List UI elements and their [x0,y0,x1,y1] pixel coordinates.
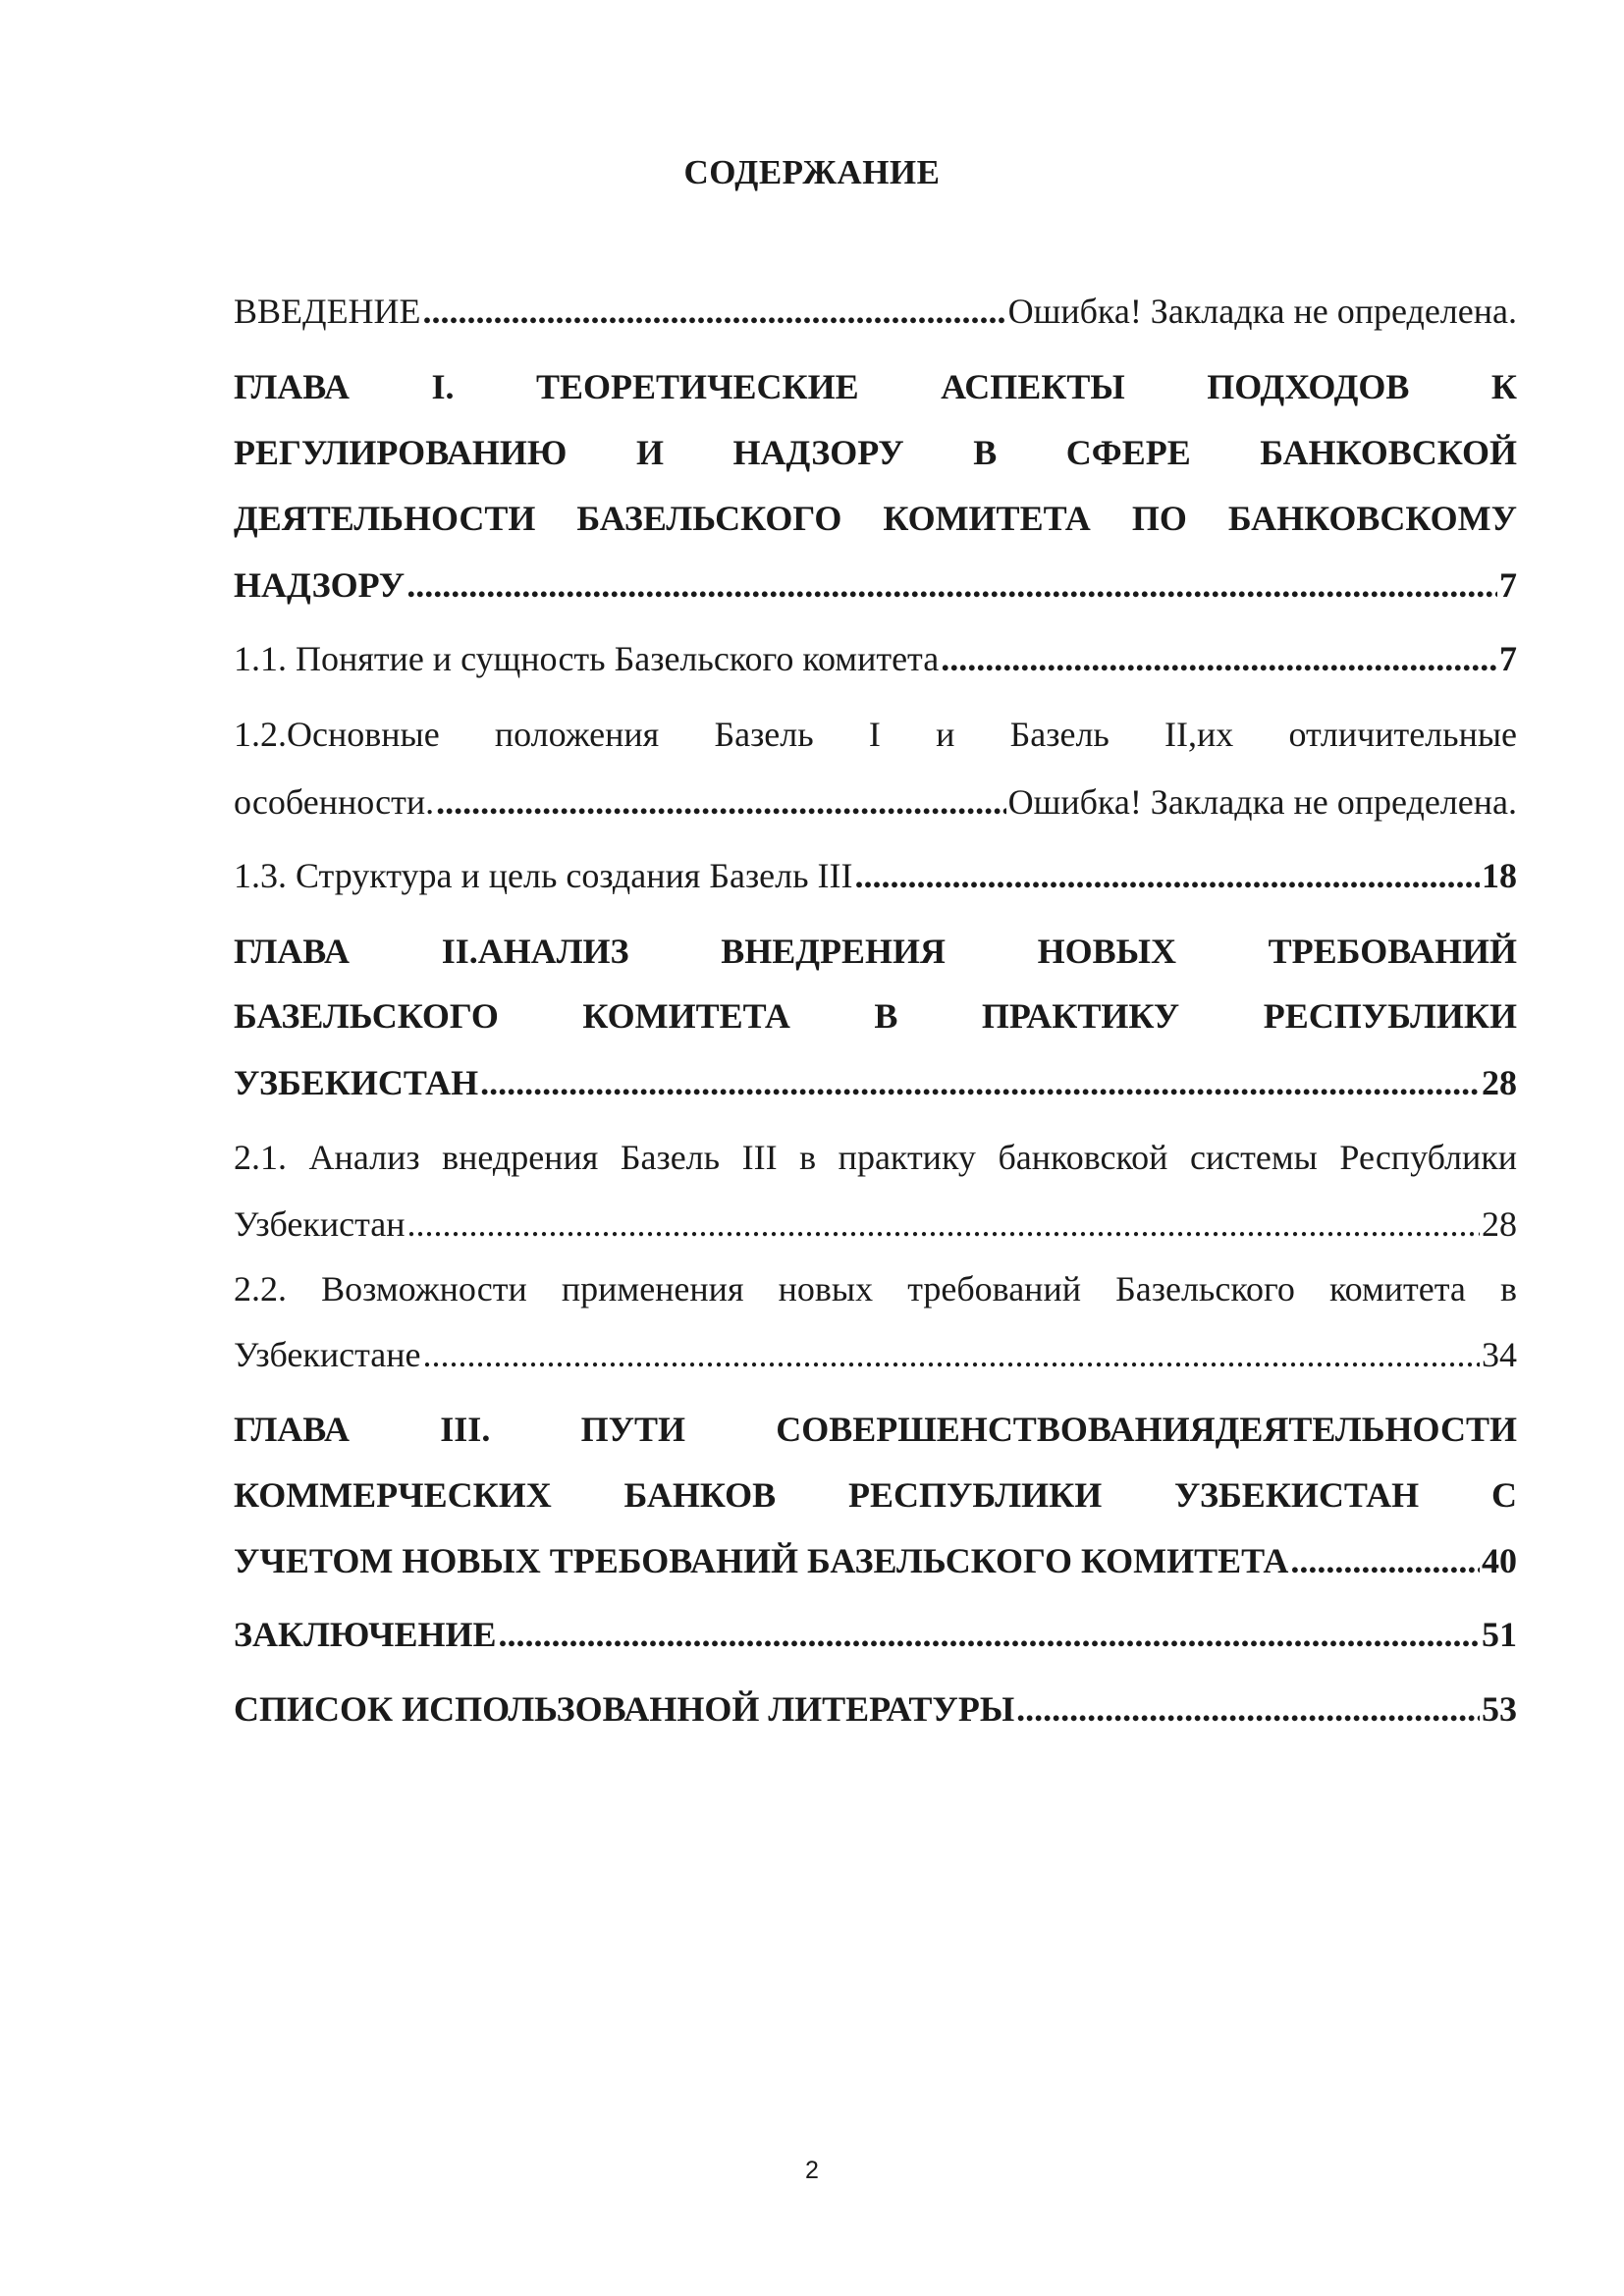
toc-page-number: 51 [1482,1615,1517,1654]
toc-entry-label: НАДЗОРУ [234,565,406,605]
toc-chapter-1-line-4[interactable] [234,563,1517,607]
toc-section-1-1[interactable] [234,637,1517,680]
toc-section-2-2-line-1[interactable]: 2.2. Возможности применения новых требований Базельского комитета в [234,1269,1517,1308]
toc-chapter-2-line-3[interactable] [234,1061,1517,1104]
toc-entry-label: ЗАКЛЮЧЕНИЕ [234,1615,497,1654]
toc-entry-label: ВВЕДЕНИЕ [234,292,421,331]
toc-section-1-2-line-2[interactable] [234,780,1517,824]
toc-conclusion[interactable] [234,1613,1517,1656]
toc-entry-label: Узбекистане [234,1335,421,1374]
toc-entry-label: 1.1. Понятие и сущность Базельского комитета [234,639,940,678]
dot-leader [499,1613,1480,1656]
toc-chapter-3-line-2[interactable]: КОММЕРЧЕСКИХ БАНКОВ РЕСПУБЛИКИ УЗБЕКИСТАН С [234,1475,1517,1515]
toc-page-number: 28 [1482,1204,1517,1244]
dot-leader [1290,1539,1480,1582]
toc-references[interactable] [234,1687,1517,1731]
toc-page-number: 53 [1482,1689,1517,1729]
page-number: 2 [805,2157,819,2184]
toc-chapter-1-line-1[interactable]: ГЛАВА I. ТЕОРЕТИЧЕСКИЕ АСПЕКТЫ ПОДХОДОВ К [234,367,1517,406]
page-title: СОДЕРЖАНИЕ [683,153,941,191]
toc-page-number: 28 [1482,1063,1517,1102]
toc-entry-label: особенности. [234,782,435,822]
toc-page-reference: Ошибка! Закладка не определена. [1007,292,1517,331]
dot-leader [406,563,1497,607]
toc-chapter-3-line-1[interactable]: ГЛАВА III. ПУТИ СОВЕРШЕНСТВОВАНИЯДЕЯТЕЛЬНОСТИ [234,1410,1517,1449]
toc-section-1-2-line-1[interactable]: 1.2.Основные положения Базель I и Базель II,их отличительные [234,715,1517,754]
toc-entry-label: УЧЕТОМ НОВЫХ ТРЕБОВАНИЙ БАЗЕЛЬСКОГО КОМИТЕТА [234,1541,1289,1580]
dot-leader [436,780,1005,824]
dot-leader [407,1202,1480,1246]
dot-leader [855,854,1480,897]
toc-chapter-1-line-2[interactable]: РЕГУЛИРОВАНИЮ И НАДЗОРУ В СФЕРЕ БАНКОВСКОЙ [234,433,1517,472]
toc-page-number: 34 [1482,1335,1517,1374]
toc-section-1-3[interactable] [234,854,1517,897]
toc-page-number: 40 [1482,1541,1517,1580]
toc-chapter-1-line-3[interactable]: ДЕЯТЕЛЬНОСТИ БАЗЕЛЬСКОГО КОМИТЕТА ПО БАНКОВСКОМУ [234,499,1517,538]
toc-page-number: 7 [1499,639,1517,678]
toc-entry-introduction[interactable] [234,290,1517,333]
dot-leader [480,1061,1480,1104]
toc-chapter-2-line-1[interactable]: ГЛАВА II.АНАЛИЗ ВНЕДРЕНИЯ НОВЫХ ТРЕБОВАНИЙ [234,932,1517,971]
toc-entry-label: 1.3. Структура и цель создания Базель III [234,856,853,895]
dot-leader [1016,1687,1480,1731]
toc-section-2-1-line-1[interactable]: 2.1. Анализ внедрения Базель III в практику банковской системы Республики [234,1138,1517,1177]
dot-leader [941,637,1497,680]
toc-page-number: 7 [1499,565,1517,605]
dot-leader [423,1333,1481,1376]
dot-leader [423,290,1006,333]
toc-page-reference: Ошибка! Закладка не определена. [1007,782,1517,822]
toc-entry-label: Узбекистан [234,1204,406,1244]
toc-page-number: 18 [1482,856,1517,895]
toc-entry-label: СПИСОК ИСПОЛЬЗОВАННОЙ ЛИТЕРАТУРЫ [234,1689,1015,1729]
toc-section-2-2-line-2[interactable] [234,1333,1517,1376]
toc-entry-label: УЗБЕКИСТАН [234,1063,479,1102]
toc-chapter-3-line-3[interactable] [234,1539,1517,1582]
toc-chapter-2-line-2[interactable]: БАЗЕЛЬСКОГО КОМИТЕТА В ПРАКТИКУ РЕСПУБЛИКИ [234,996,1517,1036]
toc-section-2-1-line-2[interactable] [234,1202,1517,1246]
